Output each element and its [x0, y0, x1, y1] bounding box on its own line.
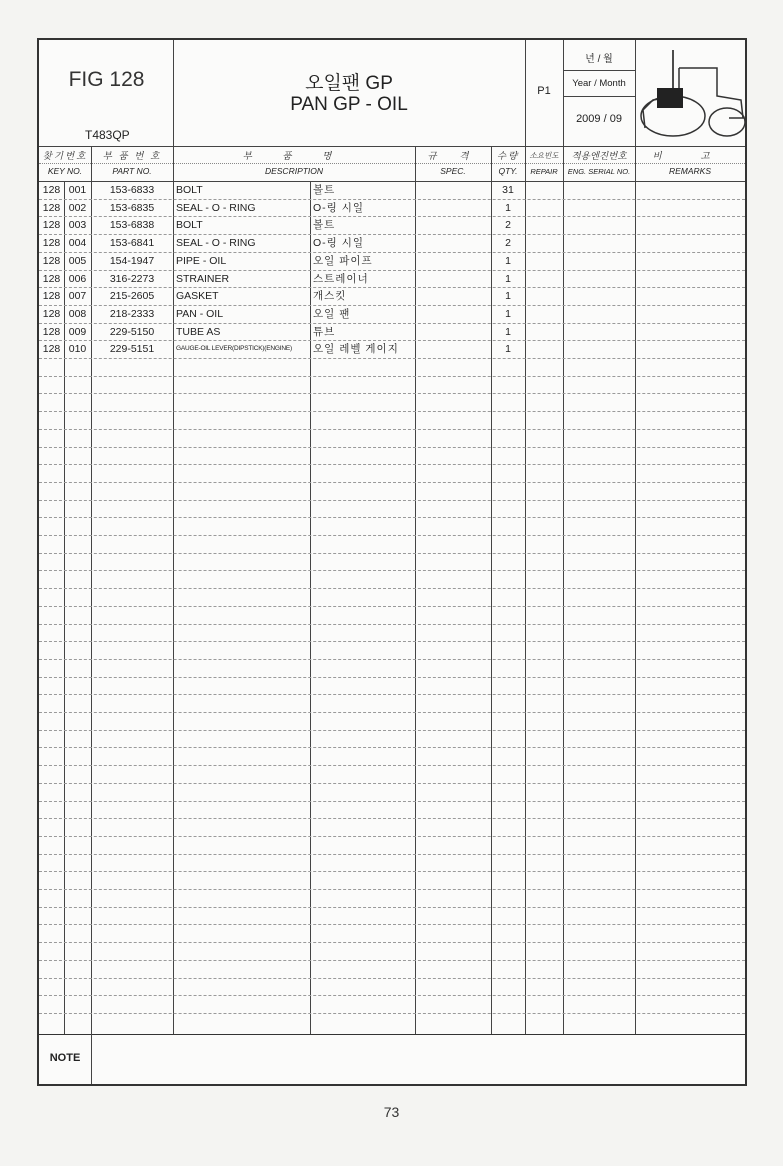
row-desc-ko: 튜브: [313, 325, 336, 338]
row-qty: 31: [502, 184, 514, 196]
row-rule: [39, 677, 745, 678]
row-part-no: 218-2333: [109, 307, 155, 320]
row-part-no: 229-5150: [109, 325, 155, 338]
row-rule: [39, 411, 745, 412]
row-fig: 128: [42, 272, 61, 285]
row-fig: 128: [42, 343, 61, 356]
row-desc-en: SEAL - O - RING: [176, 237, 256, 250]
row-part-no: 316-2273: [109, 272, 155, 285]
row-fig: 128: [42, 254, 61, 267]
row-rule: [39, 517, 745, 518]
row-rule: [39, 960, 745, 961]
title-korean: 오일팬 GP: [305, 73, 393, 94]
date-value: 2009 / 09: [576, 113, 622, 125]
row-qty: 2: [505, 237, 511, 250]
row-rule: [39, 1013, 745, 1014]
row-rule: [39, 730, 745, 731]
col-desc-ko: 부 품 명: [242, 151, 346, 162]
row-fig: 128: [42, 237, 61, 250]
row-part-no: 153-6833: [109, 184, 155, 196]
row-desc-en: SEAL - O - RING: [176, 201, 256, 214]
row-desc-en: BOLT: [176, 184, 203, 196]
row-fig: 128: [42, 325, 61, 338]
row-desc-en: STRAINER: [176, 272, 230, 285]
row-desc-ko: 오일 팬: [313, 307, 351, 320]
col-remarks-en: REMARKS: [668, 166, 712, 176]
row-fig: 128: [42, 219, 61, 232]
col-qty-en: QTY.: [498, 166, 518, 176]
row-rule: [39, 570, 745, 571]
col-remarks-ko: 비 고: [652, 151, 728, 162]
row-desc-en: PAN - OIL: [176, 307, 224, 320]
row-rule: [39, 659, 745, 660]
col-spec-ko: 규 격: [427, 151, 479, 162]
row-rule: [39, 995, 745, 996]
row-rule: [39, 447, 745, 448]
row-rule: [39, 871, 745, 872]
row-qty: 1: [505, 343, 511, 356]
col-part-ko: 부 품 번 호: [102, 151, 162, 162]
row-rule: [39, 606, 745, 607]
row-rule: [39, 429, 745, 430]
row-desc-en: TUBE AS: [176, 325, 221, 338]
col-part-en: PART NO.: [112, 166, 152, 176]
col-repair-ko: 소요빈도: [529, 151, 559, 160]
row-fig: 128: [42, 290, 61, 303]
row-key-no: 001: [68, 184, 87, 196]
row-rule: [39, 535, 745, 536]
row-qty: 1: [505, 201, 511, 214]
row-rule: [39, 801, 745, 802]
row-key-no: 005: [68, 254, 87, 267]
row-rule: [39, 694, 745, 695]
row-qty: 1: [505, 307, 511, 320]
col-key-ko: 찾기번호: [42, 151, 88, 162]
row-desc-en: BOLT: [176, 219, 203, 232]
col-desc-en: DESCRIPTION: [264, 166, 324, 176]
row-rule: [39, 978, 745, 979]
row-key-no: 007: [68, 290, 87, 303]
row-qty: 1: [505, 325, 511, 338]
row-rule: [39, 889, 745, 890]
row-rule: [39, 783, 745, 784]
row-rule: [39, 942, 745, 943]
row-rule: [39, 641, 745, 642]
row-desc-ko: 오일 파이프: [313, 254, 373, 267]
row-key-no: 003: [68, 219, 87, 232]
model-code: T483QP: [85, 128, 130, 142]
row-qty: 1: [505, 254, 511, 267]
row-rule: [39, 818, 745, 819]
col-qty-ko: 수량: [496, 151, 520, 162]
row-part-no: 229-5151: [109, 343, 155, 356]
row-rule: [39, 624, 745, 625]
row-desc-ko: 볼트: [313, 184, 336, 196]
row-desc-ko: 개스킷: [313, 290, 347, 303]
row-desc-en: GAUGE-OIL LEVER(DIPSTICK)(ENGINE): [176, 345, 292, 353]
row-desc-ko: 볼트: [313, 219, 336, 232]
row-qty: 1: [505, 290, 511, 303]
date-label-english: Year / Month: [572, 78, 626, 89]
row-rule: [39, 747, 745, 748]
row-desc-en: PIPE - OIL: [176, 254, 227, 267]
tractor-icon: [637, 48, 747, 138]
row-key-no: 006: [68, 272, 87, 285]
row-rule: [39, 482, 745, 483]
row-rule: [39, 500, 745, 501]
row-rule: [39, 854, 745, 855]
page-number: 73: [383, 1104, 400, 1120]
row-part-no: 153-6838: [109, 219, 155, 232]
col-serial-ko: 적용엔진번호: [571, 151, 627, 162]
row-fig: 128: [42, 201, 61, 214]
row-qty: 2: [505, 219, 511, 232]
title-english: PAN GP - OIL: [290, 94, 408, 115]
row-desc-en: GASKET: [176, 290, 219, 303]
note-label: NOTE: [49, 1052, 81, 1064]
row-fig: 128: [42, 307, 61, 320]
row-rule: [39, 553, 745, 554]
page-code: P1: [537, 85, 551, 97]
row-desc-ko: O-링 시일: [313, 201, 365, 214]
row-rule: [39, 836, 745, 837]
row-rule: [39, 907, 745, 908]
row-key-no: 002: [68, 201, 87, 214]
row-key-no: 010: [68, 343, 87, 356]
row-key-no: 008: [68, 307, 87, 320]
row-rule: [39, 765, 745, 766]
row-fig: 128: [42, 184, 61, 196]
row-rule: [39, 376, 745, 377]
row-part-no: 154-1947: [109, 254, 155, 267]
fig-label: FIG 128: [68, 68, 145, 91]
row-qty: 1: [505, 272, 511, 285]
col-repair-en: REPAIR: [530, 167, 558, 176]
row-key-no: 004: [68, 237, 87, 250]
row-rule: [39, 712, 745, 713]
row-rule: [39, 588, 745, 589]
date-label-korean: 년 / 월: [585, 54, 613, 65]
row-desc-ko: O-링 시일: [313, 237, 365, 250]
row-rule: [39, 393, 745, 394]
row-part-no: 153-6841: [109, 237, 155, 250]
parts-sheet: [37, 38, 747, 1086]
row-part-no: 215-2605: [109, 290, 155, 303]
col-spec-en: SPEC.: [440, 166, 466, 176]
row-key-no: 009: [68, 325, 87, 338]
row-desc-ko: 스트레이너: [313, 272, 369, 285]
row-rule: [39, 924, 745, 925]
row-part-no: 153-6835: [109, 201, 155, 214]
row-desc-ko: 오일 레벨 게이지: [313, 343, 399, 356]
row-rule: [39, 464, 745, 465]
col-key-en: KEY NO.: [47, 166, 83, 176]
col-serial-en: ENG. SERIAL NO.: [567, 167, 631, 176]
